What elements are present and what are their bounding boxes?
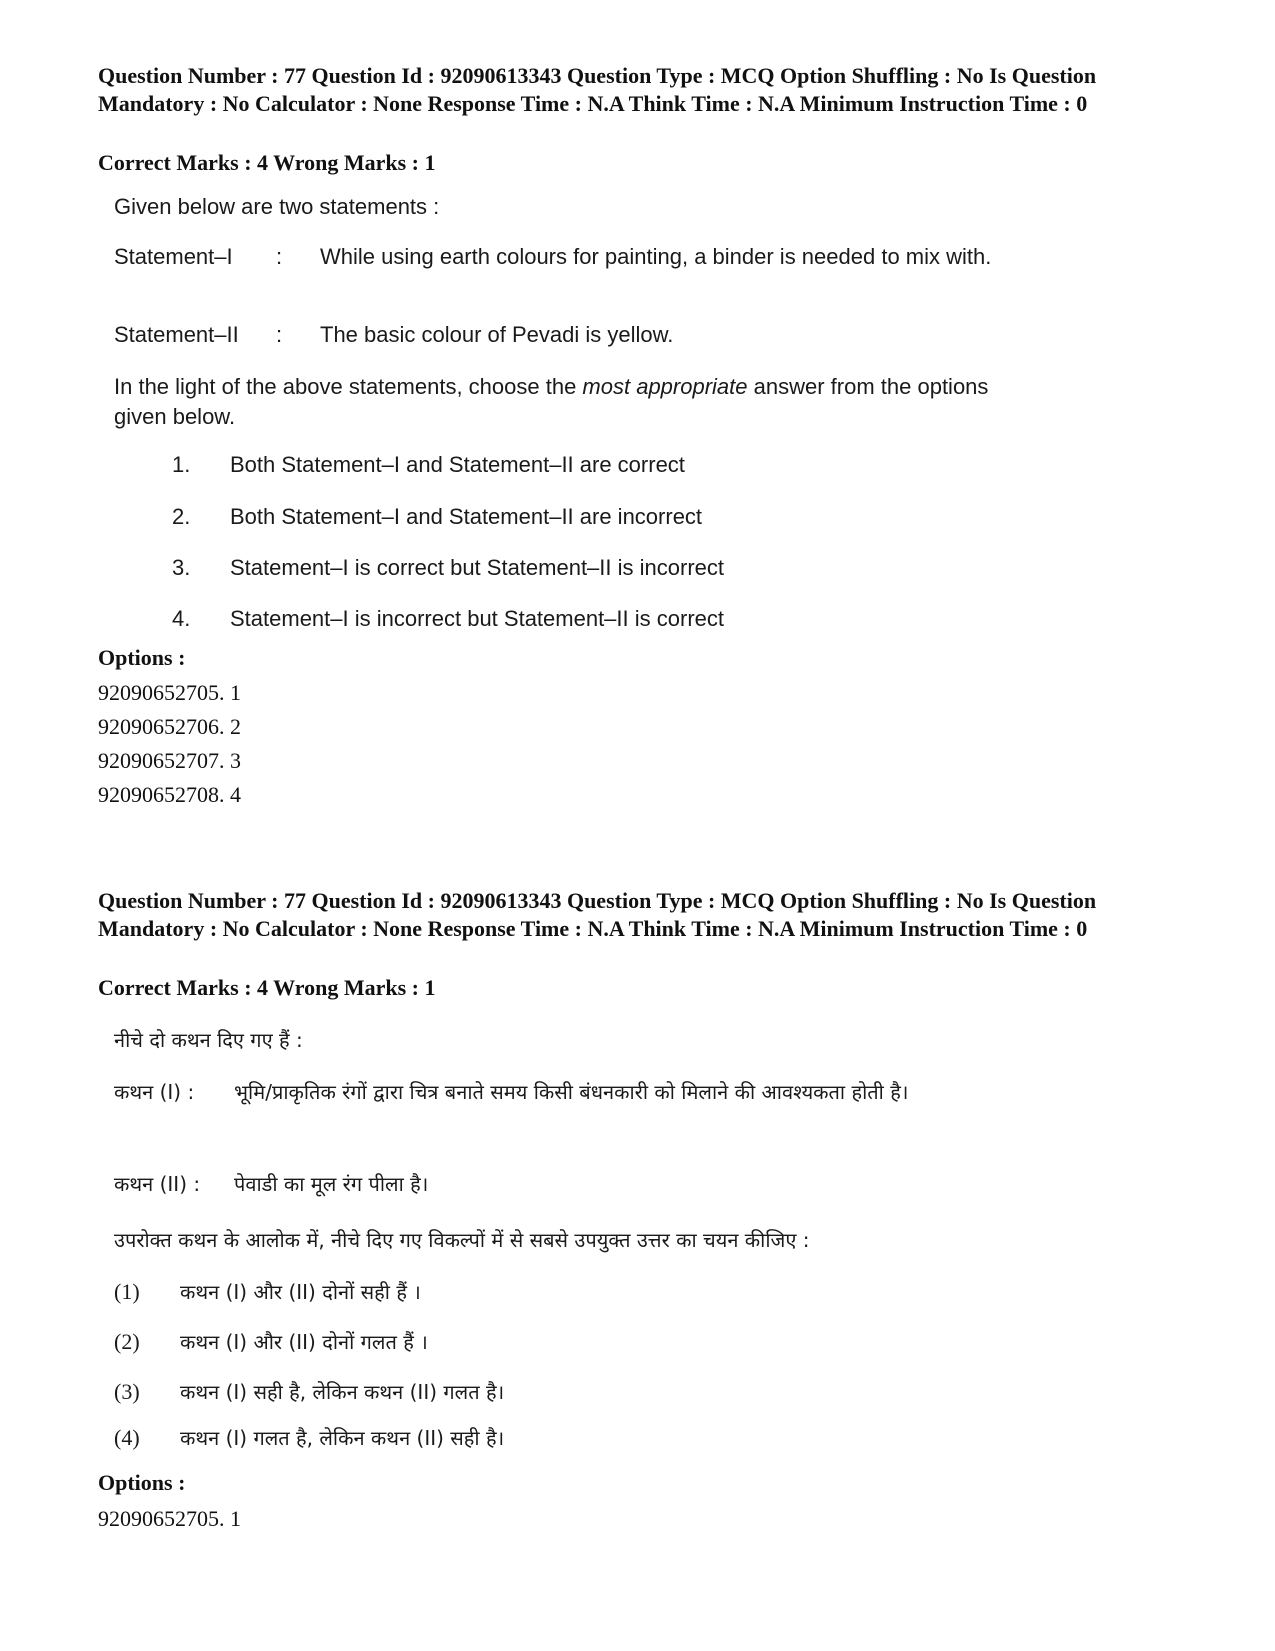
instruction-emphasis: most appropriate xyxy=(582,374,748,399)
statement-1-label-hindi: कथन (I) : xyxy=(114,1080,195,1104)
statement-2-colon: : xyxy=(276,322,283,347)
option-item: 92090652705. 1 xyxy=(98,680,241,705)
instruction-post: answer from the options given below. xyxy=(114,374,989,429)
choice-1-text-hindi: कथन (I) और (II) दोनों सही हैं । xyxy=(180,1280,421,1304)
instruction-text-hindi: उपरोक्त कथन के आलोक में, नीचे दिए गए विकल्पों में से सबसे उपयुक्त उत्तर का चयन कीजिए : xyxy=(114,1228,810,1252)
instruction-pre: In the light of the above statements, choose the xyxy=(114,374,583,399)
statement-1-text-hindi: भूमि/प्राकृतिक रंगों द्वारा चित्र बनाते समय किसी बंधनकारी को मिलाने की आवश्यकता होती है। xyxy=(234,1080,909,1104)
choice-1-text: Both Statement–I and Statement–II are correct xyxy=(230,452,685,477)
options-heading: Options : xyxy=(98,645,186,670)
statement-2-text-hindi: पेवाडी का मूल रंग पीला है। xyxy=(234,1172,429,1196)
choice-3-text-hindi: कथन (I) सही है, लेकिन कथन (II) गलत है। xyxy=(180,1380,505,1404)
choice-4-text: Statement–I is incorrect but Statement–II is correct xyxy=(230,606,724,631)
option-item: 92090652705. 1 xyxy=(98,1506,241,1531)
options-heading: Options : xyxy=(98,1470,186,1495)
statement-2-text: The basic colour of Pevadi is yellow. xyxy=(320,322,674,347)
option-item: 92090652706. 2 xyxy=(98,714,241,739)
statement-1-colon: : xyxy=(276,244,283,269)
choice-4-number: 4. xyxy=(172,606,191,631)
choice-2-text: Both Statement–I and Statement–II are incorrect xyxy=(230,504,703,529)
options-list xyxy=(98,676,241,812)
marks-line: Correct Marks : 4 Wrong Marks : 1 xyxy=(98,150,436,175)
choice-4-number-hindi: (4) xyxy=(114,1425,140,1450)
statement-2-label-hindi: कथन (II) : xyxy=(114,1172,201,1196)
instruction-text xyxy=(114,372,1014,432)
choice-3-number-hindi: (3) xyxy=(114,1379,140,1404)
choice-1-number-hindi: (1) xyxy=(114,1279,140,1304)
choice-3-text: Statement–I is correct but Statement–II is incorrect xyxy=(230,555,724,580)
statement-2-label: Statement–II xyxy=(114,322,239,347)
question-english xyxy=(114,192,1014,642)
statement-1-text: While using earth colours for painting, a binder is needed to mix with. xyxy=(320,244,992,269)
question-meta: Question Number : 77 Question Id : 92090613343 Question Type : MCQ Option Shuffling : No Is Question Mandatory : No Calculator : None Response Time : N.A Think Time : N.A Minimum Instruction Time : 0 xyxy=(98,888,1097,941)
question-intro-hindi: नीचे दो कथन दिए गए हैं : xyxy=(114,1028,303,1052)
option-item: 92090652707. 3 xyxy=(98,748,241,773)
marks-line: Correct Marks : 4 Wrong Marks : 1 xyxy=(98,975,436,1000)
question-intro: Given below are two statements : xyxy=(114,194,440,219)
choice-2-number-hindi: (2) xyxy=(114,1329,140,1354)
options-list xyxy=(98,1502,241,1536)
question-meta: Question Number : 77 Question Id : 92090613343 Question Type : MCQ Option Shuffling : No Is Question Mandatory : No Calculator : None Response Time : N.A Think Time : N.A Minimum Instruction Time : 0 xyxy=(98,63,1097,116)
choice-2-text-hindi: कथन (I) और (II) दोनों गलत हैं । xyxy=(180,1330,428,1354)
choice-1-number: 1. xyxy=(172,452,191,477)
choice-3-number: 3. xyxy=(172,555,191,580)
question-hindi xyxy=(114,1025,1014,1450)
choice-2-number: 2. xyxy=(172,504,191,529)
option-item: 92090652708. 4 xyxy=(98,782,241,807)
choice-4-text-hindi: कथन (I) गलत है, लेकिन कथन (II) सही है। xyxy=(180,1426,505,1450)
statement-1-label: Statement–I xyxy=(114,244,233,269)
